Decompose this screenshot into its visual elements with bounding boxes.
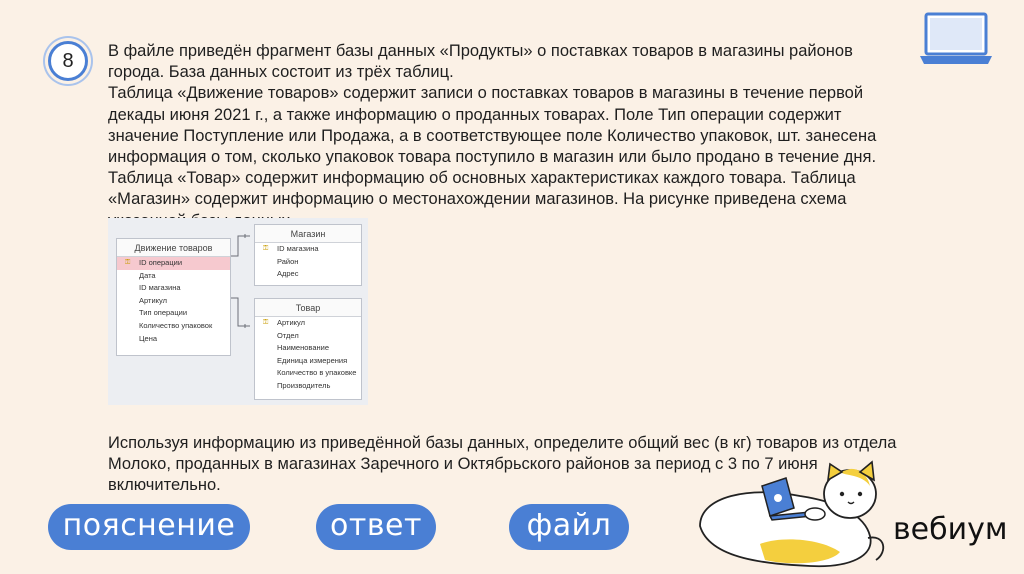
table-store	[254, 224, 362, 286]
field-row: Дата	[139, 270, 156, 280]
answer-button[interactable]: ответ	[316, 504, 436, 550]
field-row: Количество в упаковке	[277, 368, 357, 378]
table-store-title: Магазин	[255, 225, 361, 243]
task-question: Используя информацию из приведённой базы данных, определите общий вес (в кг) товаров из отдела Молоко, проданных в магазинах Заречного и Октябрьского районов за период с 3 по 7 июня включительно.	[108, 434, 897, 495]
field-row: ⚿ ID операции	[117, 257, 230, 270]
brand-logo-text: вебиум	[893, 512, 1008, 547]
table-movement-title: Движение товаров	[117, 239, 230, 257]
field-row: Район	[277, 256, 299, 266]
field-row: Артикул	[139, 295, 167, 305]
table-product-title: Товар	[255, 299, 361, 317]
task-description	[108, 41, 908, 224]
field-row: Адрес	[277, 269, 299, 279]
table-movement	[116, 238, 231, 356]
field-row: ⚿ ID магазина	[255, 243, 361, 256]
database-schema-diagram	[108, 218, 368, 405]
task-paragraph-2: Таблица «Движение товаров» содержит записи о поставках товаров в магазины в течение первой декады июня 2021 г., а также информацию о проданных товарах. Поле Тип операции содержит значение Поступление или Продажа, а в соответствующее поле Количество упаковок, шт. занесена информация о том, сколько упаковок товара поступило в магазин или было продано в течение дня. Таблица «Товар» содержит информацию об основных характеристиках каждого товара. Таблица «Магазин» содержит информацию о местонахождении магазинов. На рисунке приведена схема	[108, 84, 877, 209]
field-row: Цена	[139, 333, 158, 343]
explanation-button[interactable]: пояснение	[48, 504, 250, 550]
field-row: ID магазина	[139, 283, 181, 293]
field-row: Наименование	[277, 343, 329, 353]
field-row: Единица измерения	[277, 355, 348, 365]
field-row: Отдел	[277, 330, 299, 340]
task-number-badge	[48, 41, 88, 81]
field-row: Количество упаковок	[139, 320, 213, 330]
field-row: Тип операции	[139, 308, 188, 318]
field-row: ⚿ Артикул	[255, 317, 361, 330]
task-paragraph-1: В файле приведён фрагмент базы данных «Продукты» о поставках товаров в магазины районов города. База данных состоит из трёх таблиц.	[108, 42, 853, 82]
table-product	[254, 298, 362, 400]
field-row: Производитель	[277, 380, 331, 390]
cat-mascot-illustration	[690, 456, 890, 574]
file-button[interactable]: файл	[509, 504, 629, 550]
laptop-icon	[918, 10, 994, 68]
task-number: 8	[62, 49, 74, 72]
